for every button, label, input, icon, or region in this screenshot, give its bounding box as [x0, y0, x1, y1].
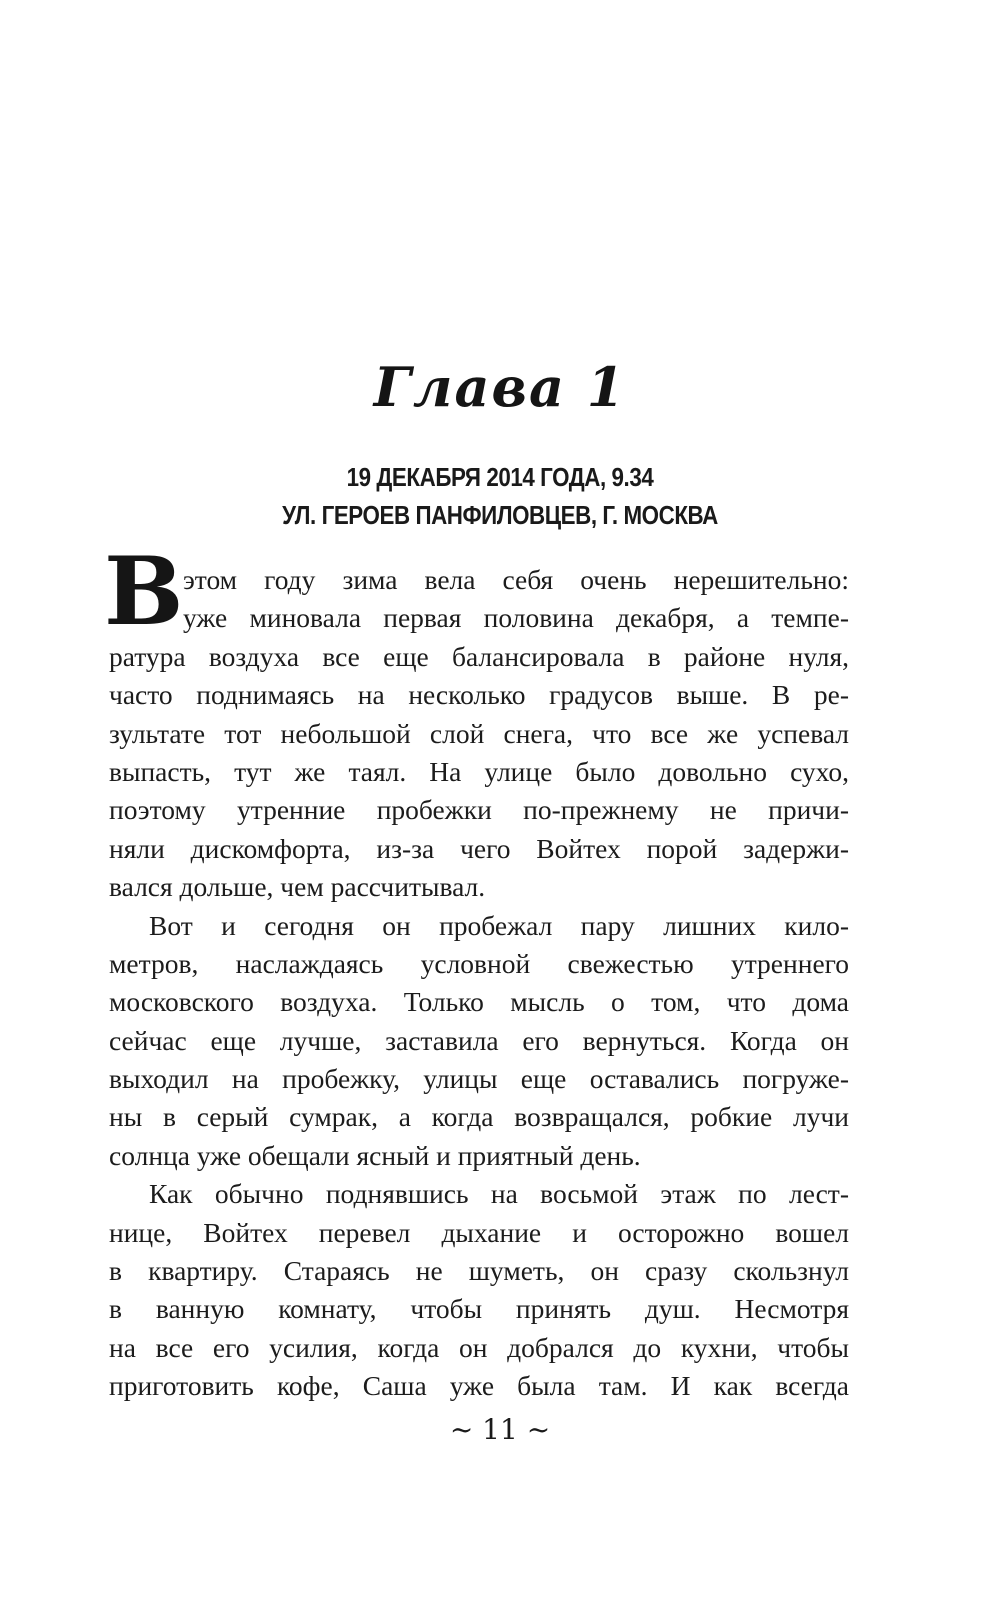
text-line: Как обычно поднявшись на восьмой этаж по лест- [149, 1178, 849, 1210]
text-line: московского воздуха. Только мысль о том, что дома [109, 986, 849, 1018]
text-line: ны в серый сумрак, а когда возвращался, робкие лучи [109, 1101, 849, 1133]
chapter-body-text [109, 561, 849, 1406]
text-line: няли дискомфорта, из-за чего Войтех порой задержи- [109, 832, 849, 864]
chapter-place-line: УЛ. ГЕРОЕВ ПАНФИЛОВЦЕВ, Г. МОСКВА [282, 500, 718, 530]
text-line: солнца уже обещали ясный и приятный день. [109, 1139, 641, 1171]
text-line: вался дольше, чем рассчитывал. [109, 871, 486, 903]
text-line: этом году зима вела себя очень нерешительно: [183, 564, 849, 595]
text-line: ратура воздуха все еще балансировала в районе нуля, [109, 640, 849, 672]
text-line: зультате тот небольшой слой снега, что все же успевал [109, 717, 849, 749]
text-line: Вот и сегодня он пробежал пару лишних кило- [149, 909, 849, 941]
chapter-date-line: 19 ДЕКАБРЯ 2014 ГОДА, 9.34 [346, 462, 654, 492]
chapter-title: Глава 1 [373, 355, 627, 419]
text-line: метров, наслаждаясь условной свежестью утреннего [109, 947, 849, 979]
text-line: выпасть, тут же таял. На улице было довольно сухо, [109, 755, 849, 787]
text-line: выходил на пробежку, улицы еще оставались погруже- [109, 1063, 849, 1095]
text-line: в ванную комнату, чтобы принять душ. Несмотря [109, 1293, 849, 1325]
page-number: ~ 11 ~ [449, 1413, 551, 1446]
text-line: в квартиру. Стараясь не шуметь, он сразу скользнул [109, 1255, 849, 1287]
text-line: часто поднимаясь на несколько градусов выше. В ре- [109, 679, 849, 711]
text-line: на все его усилия, когда он добрался до кухни, чтобы [109, 1331, 849, 1363]
text-line: уже миновала первая половина декабря, а темпе- [183, 602, 849, 634]
text-line: приготовить кофе, Саша уже была там. И как всегда [109, 1370, 849, 1402]
drop-cap: В [104, 537, 184, 647]
text-line: сейчас еще лучше, заставила его вернуться. Когда он [109, 1024, 849, 1056]
text-line: поэтому утренние пробежки по-прежнему не причи- [109, 794, 849, 826]
text-line: нице, Войтех перевел дыхание и осторожно вошел [109, 1216, 849, 1248]
